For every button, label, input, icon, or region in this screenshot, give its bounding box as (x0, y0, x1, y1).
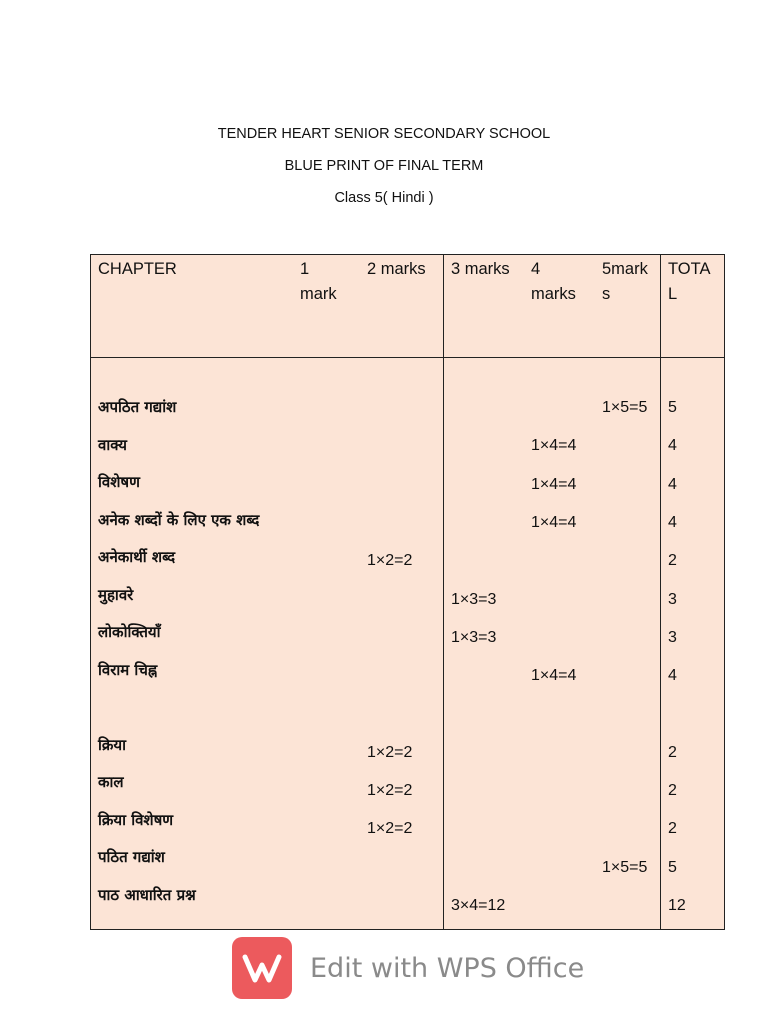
marks-cell: 1×5=5 (602, 399, 648, 416)
wps-logo-icon (232, 937, 292, 999)
blueprint-table (90, 254, 725, 930)
row-total: 2 (668, 820, 677, 837)
marks-cell: 1×2=2 (367, 552, 413, 569)
row-total: 3 (668, 591, 677, 608)
chapter-name: क्रिया (98, 736, 126, 754)
row-total: 12 (668, 897, 686, 914)
marks-cell: 1×2=2 (367, 782, 413, 799)
header-4-marks: 4 marks (531, 260, 576, 303)
row-total: 2 (668, 744, 677, 761)
header-5-marks: 5mark s (602, 260, 648, 303)
row-total: 5 (668, 399, 677, 416)
header-1-mark: 1 mark (300, 260, 337, 303)
chapter-name: अनेक शब्दों के लिए एक शब्द (98, 511, 260, 529)
row-total: 4 (668, 667, 677, 684)
document-title: BLUE PRINT OF FINAL TERM (284, 158, 484, 174)
school-name: TENDER HEART SENIOR SECONDARY SCHOOL (217, 126, 551, 142)
marks-cell: 1×4=4 (531, 476, 577, 493)
wps-watermark (232, 936, 584, 1000)
row-total: 3 (668, 629, 677, 646)
marks-cell: 1×4=4 (531, 437, 577, 454)
header-divider (91, 357, 724, 358)
row-total: 4 (668, 476, 677, 493)
chapter-name: विराम चिह्न (98, 661, 158, 679)
chapter-name: विशेषण (98, 473, 140, 491)
row-total: 5 (668, 859, 677, 876)
marks-cell: 3×4=12 (451, 897, 506, 914)
chapter-name: पठित गद्यांश (98, 848, 165, 866)
marks-cell: 1×2=2 (367, 744, 413, 761)
marks-cell: 1×4=4 (531, 514, 577, 531)
marks-cell: 1×5=5 (602, 859, 648, 876)
marks-cell: 1×2=2 (367, 820, 413, 837)
row-total: 4 (668, 514, 677, 531)
chapter-name: मुहावरे (98, 586, 134, 604)
marks-cell: 1×3=3 (451, 629, 497, 646)
row-total: 2 (668, 782, 677, 799)
row-total: 2 (668, 552, 677, 569)
marks-cell: 1×4=4 (531, 667, 577, 684)
chapter-name: क्रिया विशेषण (98, 811, 174, 829)
chapter-name: लोकोक्तियाँ (98, 623, 161, 641)
header-chapter: CHAPTER (98, 260, 177, 278)
header-2-marks: 2 marks (367, 260, 426, 278)
chapter-name: पाठ आधारित प्रश्न (98, 886, 196, 904)
wps-edit-text: Edit with WPS Office (310, 952, 585, 984)
chapter-name: काल (98, 773, 124, 791)
marks-cell: 1×3=3 (451, 591, 497, 608)
chapter-name: अपठित गद्यांश (98, 398, 177, 416)
row-total: 4 (668, 437, 677, 454)
chapter-name: अनेकार्थी शब्द (98, 548, 176, 566)
class-subject: Class 5( Hindi ) (334, 190, 434, 206)
header-3-marks: 3 marks (451, 260, 510, 278)
header-total: TOTA L (668, 260, 711, 303)
chapter-name: वाक्य (98, 436, 127, 454)
